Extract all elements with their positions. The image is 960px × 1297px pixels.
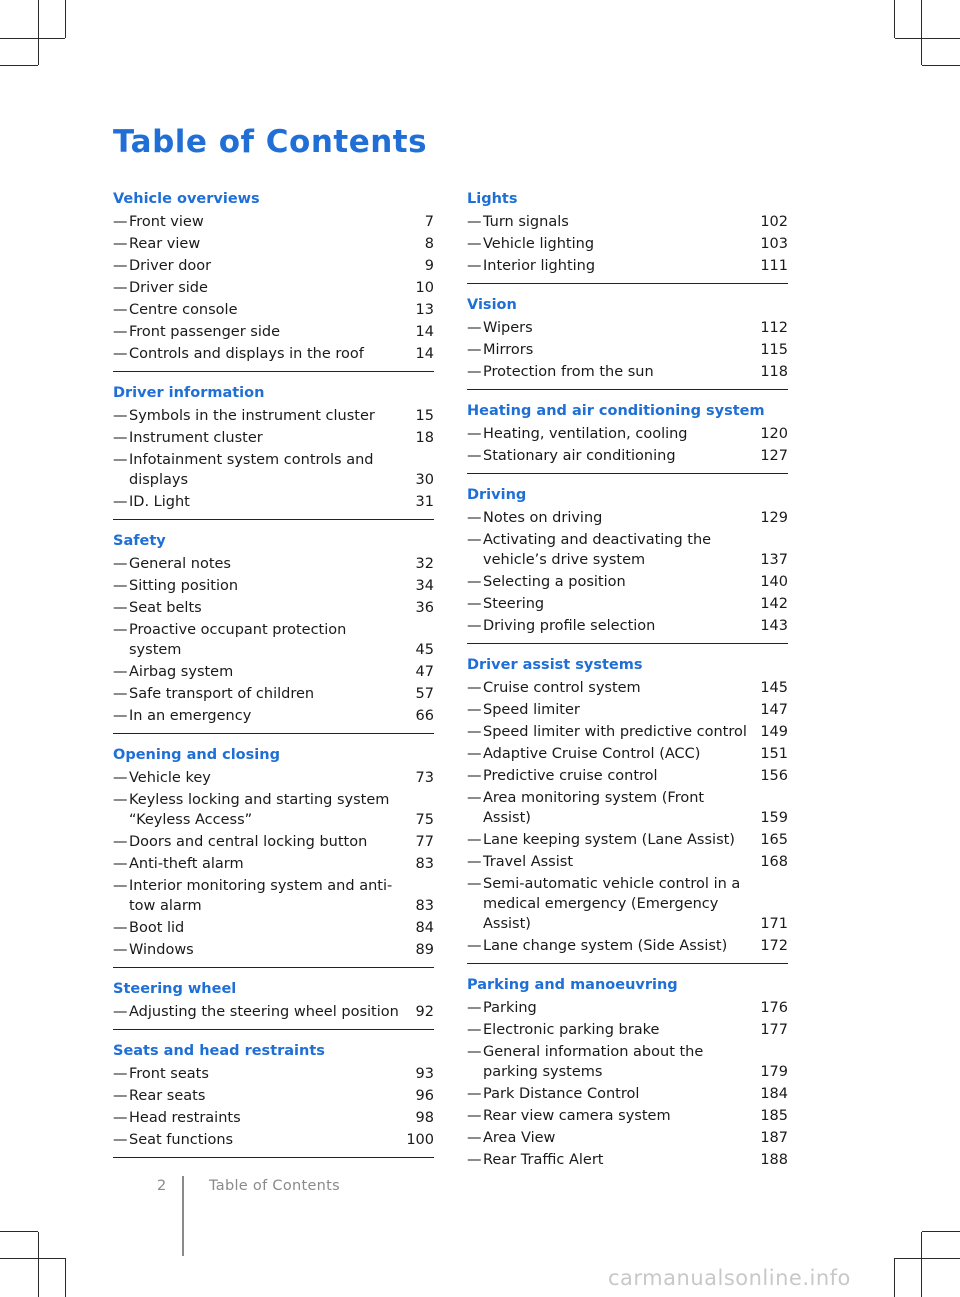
- entry-dash: —: [113, 920, 128, 936]
- footer-section-title: Table of Contents: [209, 1178, 341, 1194]
- toc-entry[interactable]: [467, 530, 788, 570]
- entry-dash: —: [467, 236, 482, 252]
- entry-page-number: 137: [760, 552, 788, 568]
- entry-dash: —: [467, 364, 482, 380]
- entry-dash: —: [467, 938, 482, 954]
- entry-dash: —: [467, 1152, 482, 1168]
- crop-mark: [38, 1232, 39, 1297]
- entry-page-number: 77: [415, 834, 434, 850]
- entry-label: Interior lighting: [483, 258, 596, 274]
- entry-label: Lane change system (Side Assist): [483, 938, 728, 954]
- entry-dash: —: [113, 792, 128, 808]
- entry-dash: —: [113, 622, 128, 638]
- entry-label: Adjusting the steering wheel position: [129, 1004, 399, 1020]
- toc-entry[interactable]: [113, 322, 434, 342]
- crop-mark: [894, 0, 895, 38]
- toc-section: [113, 744, 434, 968]
- toc-entry[interactable]: [113, 790, 434, 830]
- entry-dash: —: [467, 680, 482, 696]
- toc-entry[interactable]: [467, 1106, 788, 1126]
- entry-page-number: 151: [760, 746, 788, 762]
- toc-entry[interactable]: [113, 832, 434, 852]
- entry-label: Safe transport of children: [129, 686, 315, 702]
- entry-label: Anti-theft alarm: [129, 856, 244, 872]
- entry-label: General notes: [129, 556, 231, 572]
- toc-entry[interactable]: [113, 1086, 434, 1106]
- entry-dash: —: [467, 574, 482, 590]
- toc-entry[interactable]: [467, 1150, 788, 1170]
- entry-dash: —: [113, 236, 128, 252]
- toc-entry[interactable]: [467, 446, 788, 466]
- entry-page-number: 127: [760, 448, 788, 464]
- entry-page-number: 57: [415, 686, 434, 702]
- entry-page-number: 149: [760, 724, 788, 740]
- entry-page-number: 103: [760, 236, 788, 252]
- entry-dash: —: [467, 768, 482, 784]
- footer-divider: [182, 1176, 184, 1256]
- entry-page-number: 129: [760, 510, 788, 526]
- entry-label: Area View: [483, 1130, 556, 1146]
- crop-mark: [0, 1231, 38, 1232]
- entry-page-number: 83: [415, 856, 434, 872]
- toc-section: [467, 484, 788, 644]
- entry-label: Seat functions: [129, 1132, 234, 1148]
- toc-entry[interactable]: [467, 340, 788, 360]
- toc-entry[interactable]: [467, 852, 788, 872]
- entry-page-number: 32: [415, 556, 434, 572]
- entry-label: Airbag system: [129, 664, 234, 680]
- toc-entry[interactable]: [113, 256, 434, 276]
- toc-entry[interactable]: [113, 344, 434, 364]
- toc-entry[interactable]: [113, 428, 434, 448]
- toc-section: [113, 530, 434, 734]
- toc-entry[interactable]: [467, 788, 788, 828]
- entry-dash: —: [467, 596, 482, 612]
- entry-label: Driving profile selection: [483, 618, 656, 634]
- entry-page-number: 140: [760, 574, 788, 590]
- entry-page-number: 73: [415, 770, 434, 786]
- toc-entry[interactable]: [113, 234, 434, 254]
- toc-section: [467, 974, 788, 1177]
- entry-dash: —: [113, 770, 128, 786]
- entry-label: Turn signals: [483, 214, 569, 230]
- entry-dash: —: [467, 1022, 482, 1038]
- entry-page-number: 89: [415, 942, 434, 958]
- toc-section: [467, 400, 788, 474]
- toc-entry[interactable]: [467, 1042, 788, 1082]
- toc-entry[interactable]: [113, 1064, 434, 1084]
- toc-entry[interactable]: [113, 598, 434, 618]
- entry-page-number: 15: [415, 408, 434, 424]
- toc-entry[interactable]: [467, 722, 788, 742]
- entry-label: Stationary air conditioning: [483, 448, 676, 464]
- entry-dash: —: [113, 708, 128, 724]
- entry-page-number: 172: [760, 938, 788, 954]
- section-heading[interactable]: Seats and head restraints: [113, 1043, 325, 1059]
- entry-page-number: 176: [760, 1000, 788, 1016]
- entry-page-number: 171: [760, 916, 788, 932]
- entry-dash: —: [113, 1088, 128, 1104]
- entry-label: Rear Traffic Alert: [483, 1152, 604, 1168]
- toc-entry[interactable]: [467, 212, 788, 232]
- entry-label: Front seats: [129, 1066, 209, 1082]
- entry-label: Interior monitoring system and anti-tow alarm: [129, 878, 393, 914]
- toc-entry[interactable]: [467, 424, 788, 444]
- entry-label: Lane keeping system (Lane Assist): [483, 832, 735, 848]
- entry-label: Centre console: [129, 302, 238, 318]
- entry-dash: —: [113, 686, 128, 702]
- entry-label: Vehicle key: [129, 770, 211, 786]
- toc-entry[interactable]: [467, 616, 788, 636]
- crop-mark: [921, 0, 922, 65]
- entry-label: Selecting a position: [483, 574, 626, 590]
- entry-page-number: 100: [406, 1132, 434, 1148]
- entry-dash: —: [467, 214, 482, 230]
- entry-dash: —: [467, 1130, 482, 1146]
- toc-entry[interactable]: [467, 362, 788, 382]
- entry-page-number: 92: [415, 1004, 434, 1020]
- toc-section: [467, 654, 788, 964]
- entry-dash: —: [467, 1044, 482, 1060]
- entry-dash: —: [467, 746, 482, 762]
- entry-dash: —: [113, 556, 128, 572]
- toc-entry[interactable]: [113, 876, 434, 916]
- section-heading[interactable]: Parking and manoeuvring: [467, 977, 678, 993]
- toc-section: [113, 382, 434, 520]
- entry-dash: —: [467, 1086, 482, 1102]
- entry-label: Front passenger side: [129, 324, 280, 340]
- entry-page-number: 188: [760, 1152, 788, 1168]
- entry-dash: —: [113, 258, 128, 274]
- entry-label: Doors and central locking button: [129, 834, 368, 850]
- section-heading[interactable]: Vision: [467, 297, 517, 313]
- entry-label: Heating, ventilation, cooling: [483, 426, 688, 442]
- toc-entry[interactable]: [467, 1020, 788, 1040]
- entry-page-number: 145: [760, 680, 788, 696]
- entry-label: Mirrors: [483, 342, 534, 358]
- section-heading[interactable]: Driver information: [113, 385, 265, 401]
- section-heading[interactable]: Driving: [467, 487, 527, 503]
- entry-page-number: 118: [760, 364, 788, 380]
- section-heading[interactable]: Opening and closing: [113, 747, 280, 763]
- toc-entry[interactable]: [113, 1108, 434, 1128]
- toc-section: [467, 188, 788, 284]
- toc-entry[interactable]: [113, 684, 434, 704]
- entry-label: General information about the parking systems: [483, 1044, 704, 1080]
- toc-entry[interactable]: [467, 936, 788, 956]
- toc-entry[interactable]: [467, 744, 788, 764]
- entry-label: Speed limiter with predictive control: [483, 724, 747, 740]
- crop-mark: [922, 65, 960, 66]
- entry-label: Proactive occupant protection system: [129, 622, 347, 658]
- entry-label: Head restraints: [129, 1110, 241, 1126]
- entry-page-number: 14: [415, 324, 434, 340]
- entry-dash: —: [467, 320, 482, 336]
- entry-page-number: 98: [415, 1110, 434, 1126]
- entry-page-number: 115: [760, 342, 788, 358]
- footer-page-number: 2: [157, 1178, 167, 1194]
- entry-label: Front view: [129, 214, 204, 230]
- crop-mark: [895, 1258, 960, 1259]
- toc-entry[interactable]: [467, 874, 788, 934]
- toc-entry[interactable]: [113, 918, 434, 938]
- entry-page-number: 147: [760, 702, 788, 718]
- toc-column-right: [467, 188, 788, 1187]
- toc-entry[interactable]: [113, 768, 434, 788]
- entry-dash: —: [113, 878, 128, 894]
- toc-entry[interactable]: [113, 940, 434, 960]
- entry-dash: —: [467, 724, 482, 740]
- toc-entry[interactable]: [467, 1084, 788, 1104]
- entry-label: Adaptive Cruise Control (ACC): [483, 746, 701, 762]
- entry-label: Keyless locking and starting system “Keyless Access”: [129, 792, 390, 828]
- entry-label: Cruise control system: [483, 680, 641, 696]
- toc-column-left: [113, 188, 434, 1168]
- entry-page-number: 47: [415, 664, 434, 680]
- crop-mark: [0, 1258, 65, 1259]
- section-heading[interactable]: Driver assist systems: [467, 657, 643, 673]
- entry-label: Sitting position: [129, 578, 239, 594]
- entry-page-number: 9: [424, 258, 434, 274]
- toc-entry[interactable]: [113, 212, 434, 232]
- entry-dash: —: [113, 664, 128, 680]
- entry-page-number: 111: [760, 258, 788, 274]
- entry-dash: —: [467, 448, 482, 464]
- entry-page-number: 102: [760, 214, 788, 230]
- entry-page-number: 10: [415, 280, 434, 296]
- entry-label: Rear view: [129, 236, 201, 252]
- entry-page-number: 159: [760, 810, 788, 826]
- toc-section: [113, 188, 434, 372]
- crop-mark: [0, 38, 65, 39]
- entry-page-number: 120: [760, 426, 788, 442]
- entry-dash: —: [113, 578, 128, 594]
- toc-entry[interactable]: [113, 554, 434, 574]
- entry-label: Vehicle lighting: [483, 236, 595, 252]
- entry-dash: —: [467, 790, 482, 806]
- crop-mark: [0, 65, 38, 66]
- entry-dash: —: [113, 834, 128, 850]
- toc-entry[interactable]: [113, 662, 434, 682]
- entry-page-number: 36: [415, 600, 434, 616]
- entry-label: Controls and displays in the roof: [129, 346, 364, 362]
- entry-dash: —: [113, 600, 128, 616]
- entry-dash: —: [467, 876, 482, 892]
- entry-dash: —: [113, 452, 128, 468]
- entry-label: ID. Light: [129, 494, 190, 510]
- crop-mark: [894, 1258, 895, 1297]
- entry-page-number: 187: [760, 1130, 788, 1146]
- entry-label: Rear seats: [129, 1088, 206, 1104]
- entry-dash: —: [113, 324, 128, 340]
- entry-page-number: 179: [760, 1064, 788, 1080]
- entry-dash: —: [467, 854, 482, 870]
- entry-dash: —: [467, 618, 482, 634]
- entry-page-number: 165: [760, 832, 788, 848]
- entry-dash: —: [467, 702, 482, 718]
- toc-entry[interactable]: [467, 998, 788, 1018]
- entry-page-number: 168: [760, 854, 788, 870]
- toc-section: [113, 978, 434, 1030]
- entry-dash: —: [467, 532, 482, 548]
- entry-label: Semi-automatic vehicle control in a medical emergency (Emergency Assist): [483, 876, 741, 932]
- toc-entry[interactable]: [113, 1130, 434, 1150]
- entry-page-number: 184: [760, 1086, 788, 1102]
- toc-entry[interactable]: [113, 706, 434, 726]
- entry-dash: —: [113, 1066, 128, 1082]
- entry-label: Predictive cruise control: [483, 768, 658, 784]
- entry-dash: —: [113, 1132, 128, 1148]
- entry-dash: —: [113, 494, 128, 510]
- entry-dash: —: [467, 1000, 482, 1016]
- entry-dash: —: [467, 342, 482, 358]
- section-heading[interactable]: Steering wheel: [113, 981, 237, 997]
- section-heading[interactable]: Lights: [467, 191, 518, 207]
- entry-page-number: 14: [415, 346, 434, 362]
- entry-label: Rear view camera system: [483, 1108, 671, 1124]
- entry-label: Protection from the sun: [483, 364, 654, 380]
- toc-entry[interactable]: [467, 830, 788, 850]
- entry-label: Driver door: [129, 258, 212, 274]
- crop-mark: [922, 1231, 960, 1232]
- toc-entry[interactable]: [113, 406, 434, 426]
- entry-dash: —: [467, 1108, 482, 1124]
- toc-entry[interactable]: [113, 278, 434, 298]
- entry-dash: —: [467, 426, 482, 442]
- entry-dash: —: [113, 346, 128, 362]
- toc-entry[interactable]: [467, 1128, 788, 1148]
- crop-mark: [921, 1232, 922, 1297]
- toc-section: [113, 1040, 434, 1158]
- toc-entry[interactable]: [467, 508, 788, 528]
- toc-entry[interactable]: [467, 766, 788, 786]
- entry-label: Notes on driving: [483, 510, 603, 526]
- crop-mark: [38, 0, 39, 65]
- entry-label: Electronic parking brake: [483, 1022, 660, 1038]
- entry-label: Travel Assist: [483, 854, 574, 870]
- crop-mark: [895, 38, 960, 39]
- entry-dash: —: [113, 942, 128, 958]
- entry-page-number: 143: [760, 618, 788, 634]
- entry-page-number: 83: [415, 898, 434, 914]
- toc-entry[interactable]: [467, 318, 788, 338]
- entry-dash: —: [113, 430, 128, 446]
- toc-entry[interactable]: [467, 234, 788, 254]
- toc-entry[interactable]: [113, 1002, 434, 1022]
- entry-page-number: 185: [760, 1108, 788, 1124]
- entry-page-number: 112: [760, 320, 788, 336]
- entry-page-number: 34: [415, 578, 434, 594]
- toc-entry[interactable]: [113, 854, 434, 874]
- entry-label: Speed limiter: [483, 702, 580, 718]
- entry-dash: —: [113, 280, 128, 296]
- toc-entry[interactable]: [467, 256, 788, 276]
- entry-page-number: 156: [760, 768, 788, 784]
- entry-page-number: 93: [415, 1066, 434, 1082]
- entry-page-number: 7: [424, 214, 434, 230]
- entry-label: Wipers: [483, 320, 533, 336]
- entry-dash: —: [113, 1004, 128, 1020]
- entry-page-number: 45: [415, 642, 434, 658]
- entry-page-number: 84: [415, 920, 434, 936]
- entry-label: Boot lid: [129, 920, 185, 936]
- crop-mark: [65, 1258, 66, 1297]
- entry-page-number: 142: [760, 596, 788, 612]
- entry-label: Activating and deactivating the vehicle’s drive system: [483, 532, 712, 568]
- entry-label: Park Distance Control: [483, 1086, 640, 1102]
- entry-page-number: 66: [415, 708, 434, 724]
- entry-page-number: 75: [415, 812, 434, 828]
- entry-dash: —: [113, 1110, 128, 1126]
- entry-dash: —: [113, 302, 128, 318]
- entry-label: Instrument cluster: [129, 430, 263, 446]
- entry-label: Symbols in the instrument cluster: [129, 408, 375, 424]
- entry-dash: —: [467, 258, 482, 274]
- section-heading[interactable]: Heating and air conditioning system: [467, 403, 765, 419]
- toc-entry[interactable]: [113, 450, 434, 490]
- entry-page-number: 13: [415, 302, 434, 318]
- entry-label: Parking: [483, 1000, 537, 1016]
- entry-page-number: 31: [415, 494, 434, 510]
- entry-dash: —: [467, 832, 482, 848]
- entry-label: Area monitoring system (Front Assist): [483, 790, 705, 826]
- entry-page-number: 30: [415, 472, 434, 488]
- entry-page-number: 96: [415, 1088, 434, 1104]
- entry-page-number: 177: [760, 1022, 788, 1038]
- toc-entry[interactable]: [113, 492, 434, 512]
- toc-entry[interactable]: [467, 594, 788, 614]
- page-title: Table of Contents: [113, 124, 428, 160]
- section-heading[interactable]: Safety: [113, 533, 166, 549]
- entry-label: Seat belts: [129, 600, 202, 616]
- toc-entry[interactable]: [467, 678, 788, 698]
- toc-entry[interactable]: [113, 300, 434, 320]
- entry-page-number: 18: [415, 430, 434, 446]
- toc-entry[interactable]: [113, 576, 434, 596]
- toc-section: [467, 294, 788, 390]
- entry-dash: —: [113, 856, 128, 872]
- entry-page-number: 8: [424, 236, 434, 252]
- entry-dash: —: [467, 510, 482, 526]
- toc-entry[interactable]: [113, 620, 434, 660]
- entry-label: In an emergency: [129, 708, 252, 724]
- toc-entry[interactable]: [467, 700, 788, 720]
- watermark: carmanualsonline.info: [608, 1266, 851, 1290]
- entry-label: Steering: [483, 596, 545, 612]
- entry-label: Windows: [129, 942, 194, 958]
- toc-entry[interactable]: [467, 572, 788, 592]
- entry-dash: —: [113, 214, 128, 230]
- entry-label: Infotainment system controls and displays: [129, 452, 374, 488]
- entry-dash: —: [113, 408, 128, 424]
- crop-mark: [65, 0, 66, 38]
- section-heading[interactable]: Vehicle overviews: [113, 191, 260, 207]
- entry-label: Driver side: [129, 280, 208, 296]
